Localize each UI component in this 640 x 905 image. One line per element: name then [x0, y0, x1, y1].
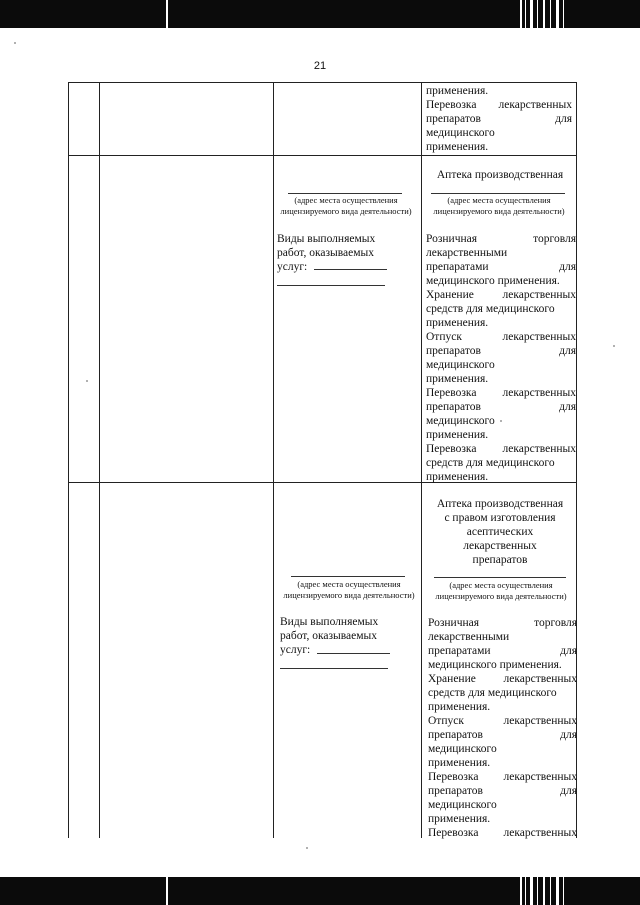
address-caption: (адрес места осуществления лицензируемого вида деятельности) [283, 579, 415, 600]
address-blank-line [288, 193, 402, 194]
table-row-divider [68, 155, 577, 156]
table-col-divider [273, 82, 274, 838]
address-caption: (адрес места осуществления лицензируемого вида деятельности) [433, 195, 565, 216]
address-blank-line [434, 577, 566, 578]
table-col-divider [99, 82, 100, 838]
address-caption: (адрес места осуществления лицензируемого вида деятельности) [280, 195, 412, 216]
page-number: 21 [313, 60, 327, 72]
work-types-blank-line [277, 285, 385, 286]
address-blank-line [291, 576, 405, 577]
scan-speck [613, 345, 615, 347]
activity-list: Розничная торговля лекарственными препаратами для медицинского применения. Хранение лекарственных средств для медицинского применения. Отпуск лекарственных препаратов для медицинского применения. Перевозка лекарственных препаратов для медицинского применения. Перевозка лекарственных средств для медицинского применения. [426, 233, 576, 483]
scan-speck [306, 847, 308, 849]
work-types-blank-line [314, 269, 387, 270]
activity-list: Розничная торговля лекарственными препаратами для медицинского применения. Хранение лекарственных средств для медицинского применения. Отпуск лекарственных препаратов для медицинского применения. Перевозка лекарственных препаратов для медицинского применения. Перевозка лекарственных [428, 617, 577, 839]
table-col-divider [421, 82, 422, 838]
work-types-blank-line [280, 668, 388, 669]
row0-text: применения. Перевозка лекарственных препаратов для медицинского применения. [426, 85, 572, 153]
activity-title: Аптека производственная с правом изготовления асептических лекарственных препаратов [436, 498, 564, 566]
scan-speck [500, 420, 502, 422]
scan-speck [14, 42, 16, 44]
top-scan-bar [0, 0, 640, 28]
bottom-scan-bar [0, 877, 640, 905]
work-types-label: Виды выполняемых работ, оказываемых услуг: [277, 233, 376, 273]
activity-title: Аптека производственная [436, 169, 564, 181]
address-blank-line [431, 193, 565, 194]
work-types-label: Виды выполняемых работ, оказываемых услуг: [280, 616, 379, 656]
address-caption: (адрес места осуществления лицензируемого вида деятельности) [435, 580, 567, 601]
scan-speck [86, 380, 88, 382]
work-types-blank-line [317, 653, 390, 654]
